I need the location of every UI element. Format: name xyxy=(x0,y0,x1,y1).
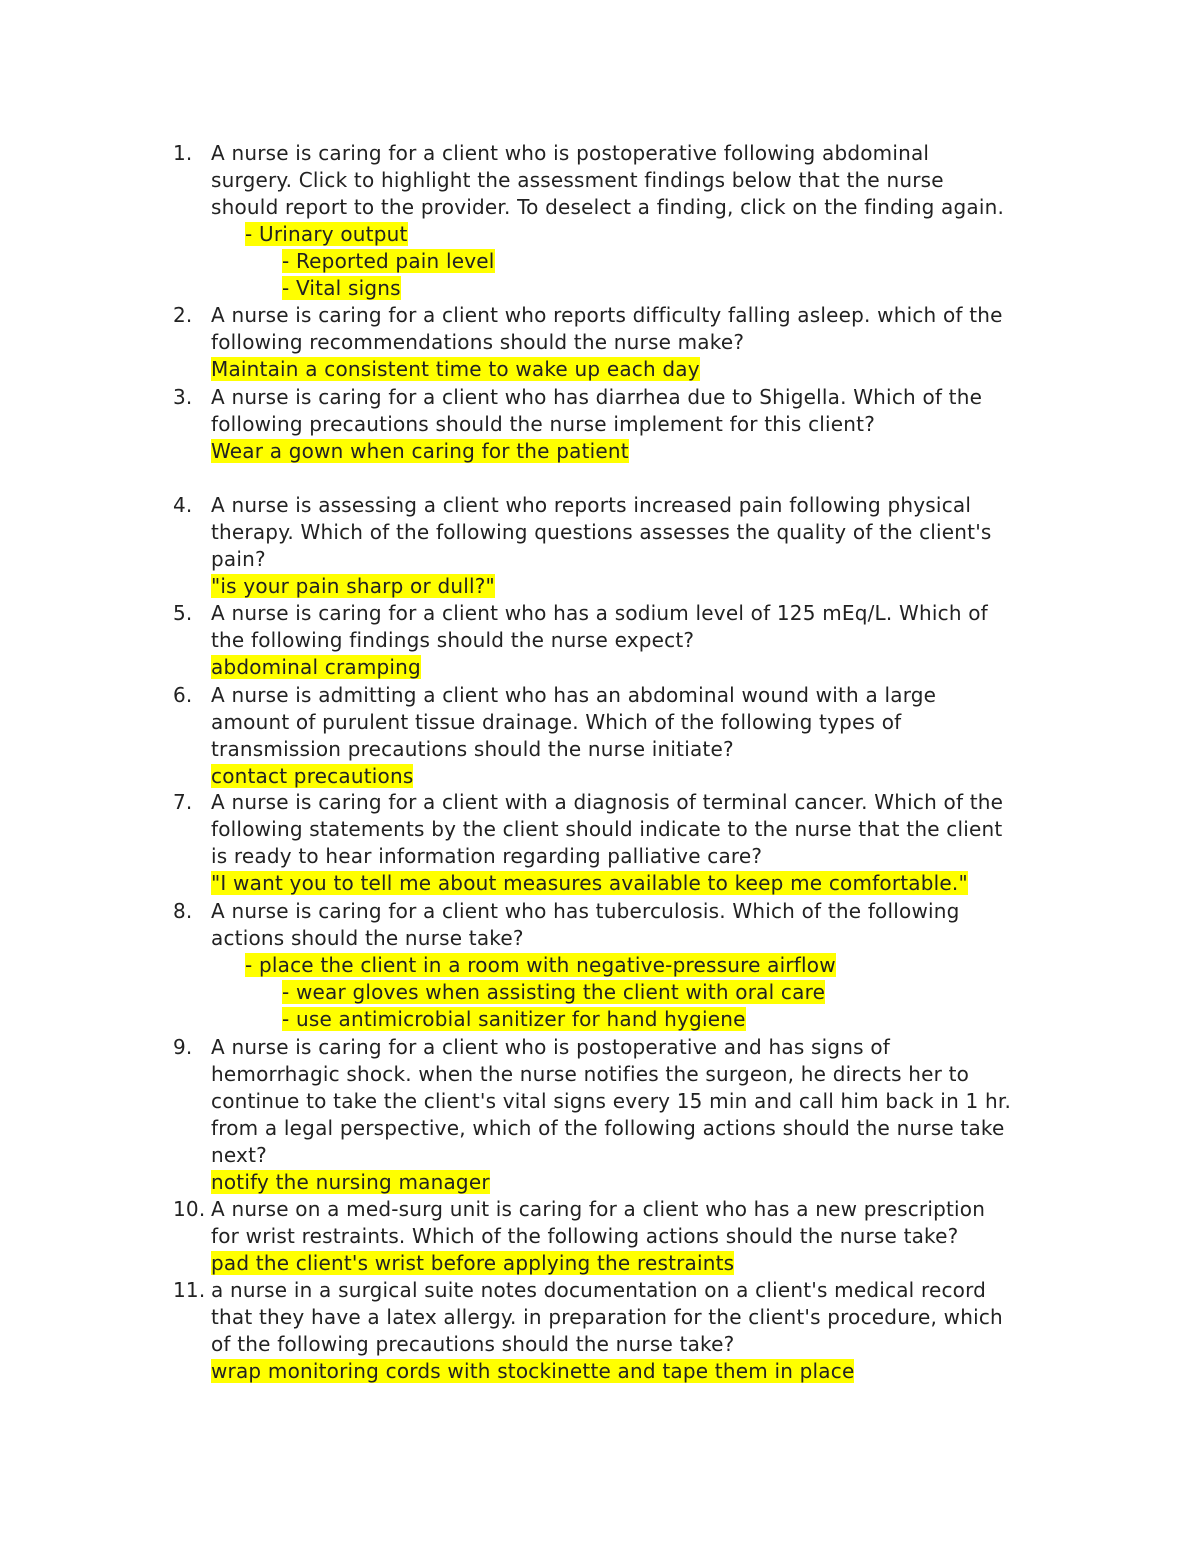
question-line: A nurse is caring for a client with a diagnosis of terminal cancer. Which of the xyxy=(211,790,1004,814)
highlighted-answer: - Vital signs xyxy=(282,276,401,300)
question-number: 8. xyxy=(173,899,193,923)
question-line: is ready to hear information regarding palliative care? xyxy=(211,844,763,868)
question-line: continue to take the client's vital signs every 15 min and call him back in 1 hr. xyxy=(211,1089,1011,1113)
highlighted-answer: "is your pain sharp or dull?" xyxy=(211,574,495,598)
highlighted-answer: - Urinary output xyxy=(245,222,408,246)
highlighted-answer: wrap monitoring cords with stockinette and tape them in place xyxy=(211,1359,855,1383)
question-line: next? xyxy=(211,1143,267,1167)
question-line: surgery. Click to highlight the assessment findings below that the nurse xyxy=(211,168,944,192)
question-number: 5. xyxy=(173,601,193,625)
question-line: A nurse is admitting a client who has an abdominal wound with a large xyxy=(211,683,937,707)
question-number: 4. xyxy=(173,493,193,517)
question-line: of the following precautions should the nurse take? xyxy=(211,1332,735,1356)
highlighted-answer: pad the client's wrist before applying the restraints xyxy=(211,1251,735,1275)
highlighted-answer: contact precautions xyxy=(211,764,414,788)
question-line: following statements by the client should indicate to the nurse that the client xyxy=(211,817,1003,841)
highlighted-answer: - place the client in a room with negative-pressure airflow xyxy=(245,953,836,977)
question-line: actions should the nurse take? xyxy=(211,926,524,950)
question-line: pain? xyxy=(211,547,266,571)
question-text xyxy=(211,302,1071,383)
question-line: A nurse is caring for a client who has tuberculosis. Which of the following xyxy=(211,899,960,923)
question-number: 7. xyxy=(173,790,193,814)
question-line: for wrist restraints. Which of the following actions should the nurse take? xyxy=(211,1224,959,1248)
question-text xyxy=(211,140,1071,221)
question-text xyxy=(211,600,1071,681)
question-line: A nurse on a med-surg unit is caring for a client who has a new prescription xyxy=(211,1197,986,1221)
highlighted-answer: notify the nursing manager xyxy=(211,1170,490,1194)
answer-row xyxy=(282,979,825,1006)
question-line: A nurse is caring for a client who has diarrhea due to Shigella. Which of the xyxy=(211,385,983,409)
question-number: 10. xyxy=(173,1197,206,1221)
question-text xyxy=(211,492,1071,600)
answer-row xyxy=(245,952,836,979)
question-number: 1. xyxy=(173,141,193,165)
highlighted-answer: - use antimicrobial sanitizer for hand hygiene xyxy=(282,1007,746,1031)
question-line: A nurse is assessing a client who reports increased pain following physical xyxy=(211,493,972,517)
highlighted-answer: "I want you to tell me about measures available to keep me comfortable." xyxy=(211,871,968,895)
question-line: a nurse in a surgical suite notes documentation on a client's medical record xyxy=(211,1278,987,1302)
question-text xyxy=(211,1277,1071,1385)
question-line: following recommendations should the nurse make? xyxy=(211,330,745,354)
answer-row xyxy=(245,221,408,248)
highlighted-answer: Maintain a consistent time to wake up each day xyxy=(211,357,700,381)
highlighted-answer: - wear gloves when assisting the client with oral care xyxy=(282,980,826,1004)
question-line: should report to the provider. To deselect a finding, click on the finding again. xyxy=(211,195,1005,219)
highlighted-answer: Wear a gown when caring for the patient xyxy=(211,439,629,463)
question-number: 11. xyxy=(173,1278,206,1302)
question-text xyxy=(211,898,1071,952)
question-text xyxy=(211,789,1071,897)
question-line: A nurse is caring for a client who reports difficulty falling asleep. which of the xyxy=(211,303,1003,327)
question-line: therapy. Which of the following questions assesses the quality of the client's xyxy=(211,520,992,544)
question-line: the following findings should the nurse expect? xyxy=(211,628,695,652)
question-number: 6. xyxy=(173,683,193,707)
question-line: transmission precautions should the nurse initiate? xyxy=(211,737,734,761)
highlighted-answer: abdominal cramping xyxy=(211,655,421,679)
question-line: A nurse is caring for a client who is postoperative and has signs of xyxy=(211,1035,891,1059)
question-line: that they have a latex allergy. in preparation for the client's procedure, which xyxy=(211,1305,1003,1329)
question-text xyxy=(211,1034,1071,1196)
question-line: amount of purulent tissue drainage. Which of the following types of xyxy=(211,710,902,734)
question-line: from a legal perspective, which of the following actions should the nurse take xyxy=(211,1116,1005,1140)
question-text xyxy=(211,1196,1071,1277)
question-number: 9. xyxy=(173,1035,193,1059)
answer-row xyxy=(282,248,495,275)
answer-row xyxy=(282,1006,746,1033)
question-number: 3. xyxy=(173,385,193,409)
highlighted-answer: - Reported pain level xyxy=(282,249,495,273)
question-text xyxy=(211,384,1071,465)
question-line: A nurse is caring for a client who is postoperative following abdominal xyxy=(211,141,930,165)
question-text xyxy=(211,682,1071,790)
question-line: hemorrhagic shock. when the nurse notifies the surgeon, he directs her to xyxy=(211,1062,970,1086)
question-line: following precautions should the nurse implement for this client? xyxy=(211,412,876,436)
question-number: 2. xyxy=(173,303,193,327)
answer-row xyxy=(282,275,401,302)
question-line: A nurse is caring for a client who has a sodium level of 125 mEq/L. Which of xyxy=(211,601,988,625)
